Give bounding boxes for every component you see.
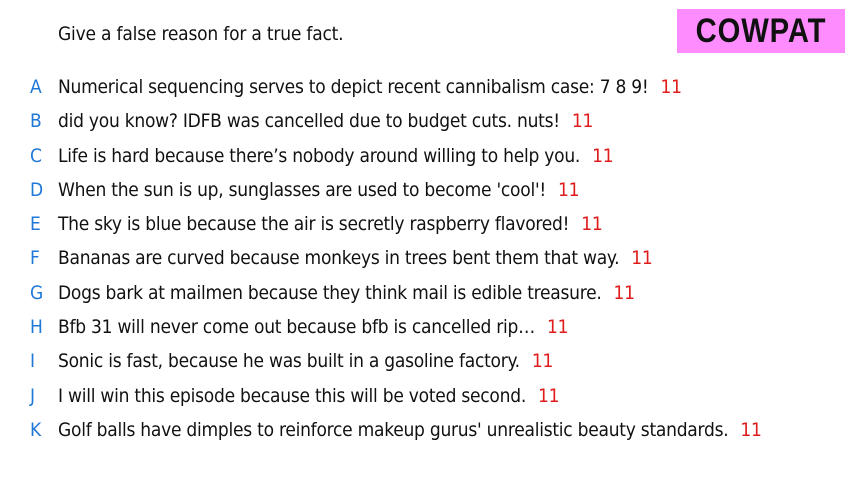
entry-row-j: [0, 381, 853, 415]
entry-votes: 11: [547, 316, 569, 339]
entry-text-wrap: [58, 381, 559, 411]
entry-letter: E: [30, 213, 41, 236]
entry-letter: B: [30, 110, 42, 133]
entry-row-k: [0, 415, 853, 449]
entry-text: The sky is blue because the air is secretly raspberry flavored!: [58, 213, 570, 236]
entry-text-wrap: [58, 346, 553, 376]
entry-letter: A: [30, 76, 42, 98]
entry-letter: G: [30, 281, 44, 304]
entry-text: Bfb 31 will never come out because bfb is cancelled rip…: [58, 316, 535, 339]
entry-text-wrap: [58, 312, 568, 342]
entry-list: [0, 72, 853, 449]
entry-votes: 11: [613, 281, 635, 304]
entry-row-e: [0, 209, 853, 243]
entry-text: Sonic is fast, because he was built in a gasoline factory.: [58, 350, 520, 373]
entry-row-h: [0, 312, 853, 346]
entry-text-wrap: [58, 278, 635, 308]
cowpat-logo: [677, 9, 845, 53]
entry-text: Golf balls have dimples to reinforce makeup gurus' unrealistic beauty standards.: [58, 418, 729, 441]
entry-row-i: [0, 346, 853, 380]
entry-votes: 11: [740, 418, 762, 441]
entry-text-wrap: [58, 175, 579, 205]
entry-letter: J: [30, 384, 36, 407]
entry-votes: 11: [631, 247, 653, 270]
entry-votes: 11: [660, 76, 682, 98]
entry-letter: K: [30, 418, 42, 441]
entry-text: Bananas are curved because monkeys in trees bent them that way.: [58, 247, 620, 270]
entry-text: did you know? IDFB was cancelled due to budget cuts. nuts!: [58, 110, 560, 133]
entry-row-a: [0, 72, 853, 106]
entry-text: Dogs bark at mailmen because they think mail is edible treasure.: [58, 281, 602, 304]
entry-letter: D: [30, 178, 44, 201]
entry-letter: H: [30, 316, 43, 339]
entry-row-g: [0, 278, 853, 312]
entry-votes: 11: [581, 213, 603, 236]
entry-text-wrap: [58, 106, 593, 136]
entry-text: Numerical sequencing serves to depict recent cannibalism case: 7 8 9!: [58, 76, 649, 98]
entry-votes: 11: [538, 384, 560, 407]
entry-votes: 11: [531, 350, 554, 373]
entry-votes: 11: [571, 110, 594, 133]
entry-text-wrap: [58, 243, 653, 273]
entry-text-wrap: [58, 209, 603, 239]
entry-text-wrap: [58, 415, 762, 445]
entry-votes: 11: [592, 144, 614, 167]
entry-text-wrap: [58, 72, 682, 102]
entry-text-wrap: [58, 141, 613, 171]
entry-text: When the sun is up, sunglasses are used to become 'cool'!: [58, 178, 546, 201]
entry-letter: F: [30, 247, 40, 270]
entry-text: I will win this episode because this will be voted second.: [58, 384, 527, 407]
entry-row-f: [0, 243, 853, 277]
entry-letter: C: [30, 144, 42, 167]
entry-letter: I: [30, 350, 36, 373]
prompt-text: Give a false reason for a true fact.: [58, 23, 344, 45]
entry-votes: 11: [558, 178, 580, 201]
entry-row-b: [0, 106, 853, 140]
entry-row-d: [0, 175, 853, 209]
entry-row-c: [0, 141, 853, 175]
logo-text: COWPAT: [695, 11, 827, 50]
entry-text: Life is hard because there’s nobody around willing to help you.: [58, 144, 581, 167]
